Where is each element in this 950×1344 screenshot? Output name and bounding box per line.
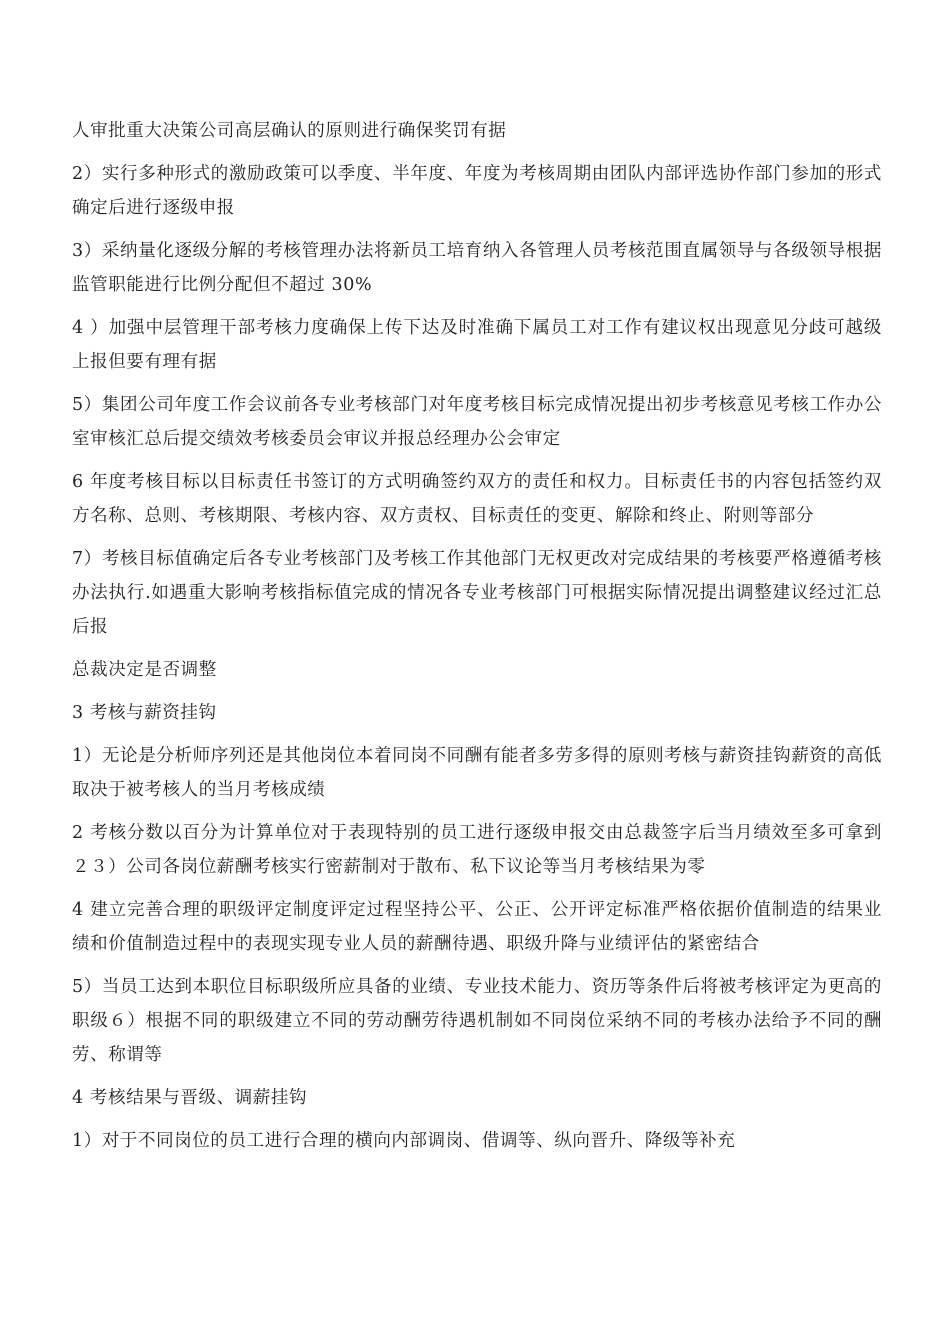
- paragraph: 6 年度考核目标以目标责任书签订的方式明确签约双方的责任和权力。目标责任书的内容包括签约双方名称、总则、考核期限、考核内容、双方责权、目标责任的变更、解除和终止、附则等部分: [72, 472, 882, 526]
- paragraph: 2）实行多种形式的激励政策可以季度、半年度、年度为考核周期由团队内部评选协作部门参加的形式确定后进行逐级申报: [72, 164, 882, 218]
- paragraph: 7）考核目标值确定后各专业考核部门及考核工作其他部门无权更改对完成结果的考核要严格遵循考核办法执行.如遇重大影响考核指标值完成的情况各专业考核部门可根据实际情况提出调整建议经过汇总后报: [72, 549, 882, 637]
- paragraph: 1）对于不同岗位的员工进行合理的横向内部调岗、借调等、纵向晋升、降级等补充: [72, 1131, 736, 1151]
- paragraph: 2 考核分数以百分为计算单位对于表现特别的员工进行逐级申报交由总裁签字后当月绩效至多可拿到２３）公司各岗位薪酬考核实行密薪制对于散布、私下议论等当月考核结果为零: [72, 823, 882, 877]
- section-heading: 3 考核与薪资挂钩: [72, 703, 217, 723]
- paragraph: 1）无论是分析师序列还是其他岗位本着同岗不同酬有能者多劳多得的原则考核与薪资挂钩薪资的高低取决于被考核人的当月考核成绩: [72, 746, 882, 800]
- paragraph: 4 建立完善合理的职级评定制度评定过程坚持公平、公正、公开评定标准严格依据价值制造的结果业绩和价值制造过程中的表现实现专业人员的薪酬待遇、职级升降与业绩评估的紧密结合: [72, 900, 882, 954]
- section-heading: 4 考核结果与晋级、调薪挂钩: [72, 1088, 308, 1108]
- document-body: [72, 114, 882, 1167]
- paragraph: 人审批重大决策公司高层确认的原则进行确保奖罚有据: [72, 121, 507, 141]
- paragraph: 4 ）加强中层管理干部考核力度确保上传下达及时准确下属员工对工作有建议权出现意见分歧可越级上报但要有理有据: [72, 318, 882, 372]
- paragraph: 3）采纳量化逐级分解的考核管理办法将新员工培育纳入各管理人员考核范围直属领导与各级领导根据监管职能进行比例分配但不超过 30%: [72, 241, 882, 295]
- paragraph: 5）当员工达到本职位目标职级所应具备的业绩、专业技术能力、资历等条件后将被考核评定为更高的职级６）根据不同的职级建立不同的劳动酬劳待遇机制如不同岗位采纳不同的考核办法给予不同的酬劳、称谓等: [72, 977, 882, 1065]
- paragraph: 总裁决定是否调整: [72, 660, 217, 680]
- paragraph: 5）集团公司年度工作会议前各专业考核部门对年度考核目标完成情况提出初步考核意见考核工作办公室审核汇总后提交绩效考核委员会审议并报总经理办公会审定: [72, 395, 882, 449]
